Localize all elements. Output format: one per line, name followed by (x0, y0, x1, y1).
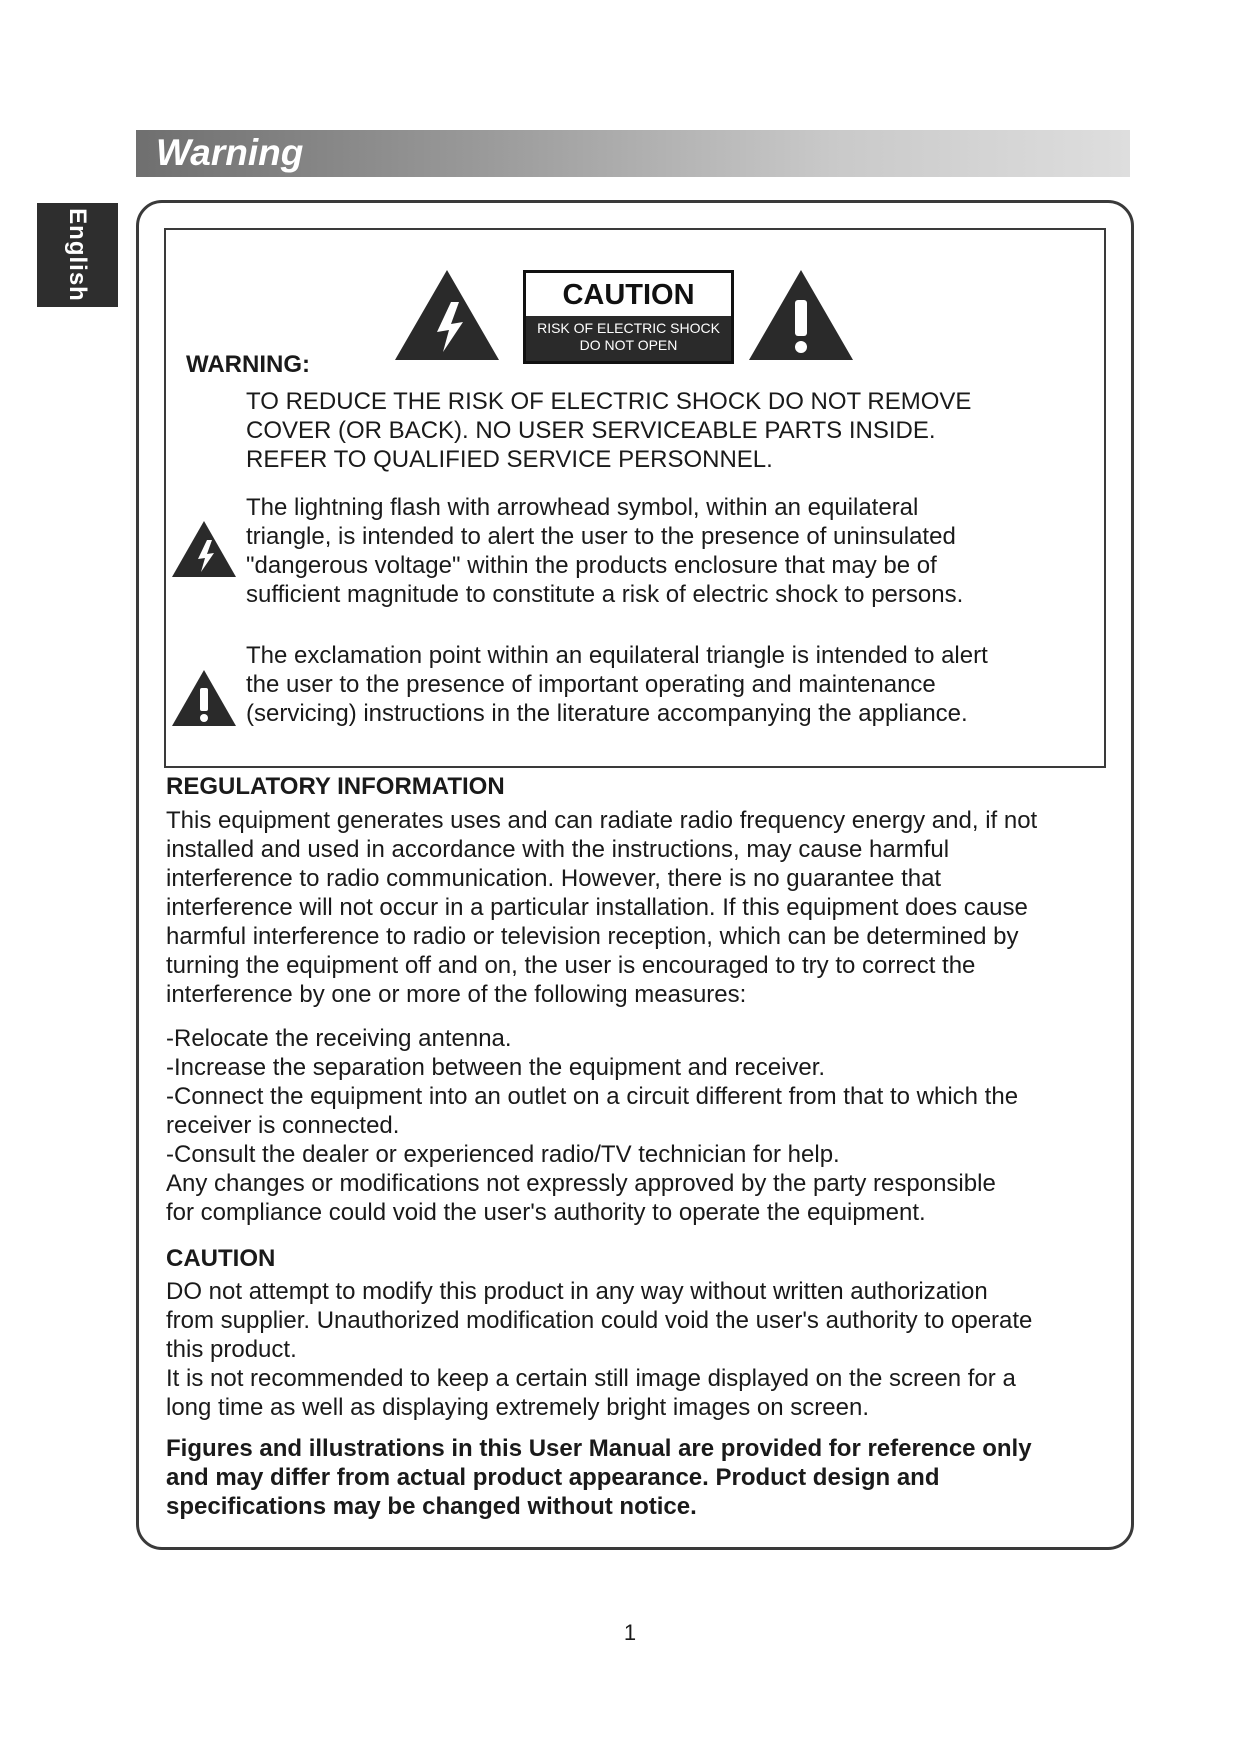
regulatory-line: harmful interference to radio or television reception, which can be determined by (166, 923, 1019, 950)
notice-line: and may differ from actual product appearance. Product design and (166, 1464, 940, 1491)
small-exclamation-icon (171, 669, 237, 727)
caution-sign-title: CAUTION (562, 279, 695, 311)
caution-sign (523, 270, 734, 364)
warning-text (246, 387, 971, 474)
regulatory-measures (166, 1024, 1018, 1227)
regulatory-line: This equipment generates uses and can radiate radio frequency energy and, if not (166, 807, 1038, 834)
regulatory-line: turning the equipment off and on, the user is encouraged to try to correct the (166, 952, 976, 979)
measure-line: receiver is connected. (166, 1112, 400, 1139)
exclamation-warning-icon (747, 268, 855, 362)
lightning-explanation (246, 493, 963, 609)
regulatory-line: interference to radio communication. However, there is no guarantee that (166, 865, 942, 892)
regulatory-line: interference by one or more of the following measures: (166, 981, 747, 1008)
regulatory-heading: REGULATORY INFORMATION (166, 773, 505, 800)
warning-label: WARNING: (186, 351, 310, 378)
measure-line: -Consult the dealer or experienced radio/TV technician for help. (166, 1141, 840, 1168)
exclamation-explanation (246, 641, 988, 728)
lightning-warning-icon (393, 268, 501, 362)
small-lightning-icon (171, 520, 237, 578)
exclamation-line: The exclamation point within an equilateral triangle is intended to alert (246, 642, 988, 669)
caution-line: from supplier. Unauthorized modification could void the user's authority to operate (166, 1307, 1033, 1334)
caution-sign-subtitle (526, 316, 731, 361)
caution-line: DO not attempt to modify this product in any way without written authorization (166, 1278, 988, 1305)
lightning-line: "dangerous voltage" within the products enclosure that may be of (246, 552, 937, 579)
caution-sign-line-1: RISK OF ELECTRIC SHOCK (537, 320, 720, 336)
caution-heading: CAUTION (166, 1245, 276, 1272)
caution-line: this product. (166, 1336, 297, 1363)
exclamation-line: the user to the presence of important operating and maintenance (246, 671, 936, 698)
caution-line: long time as well as displaying extremely bright images on screen. (166, 1394, 869, 1421)
measure-line: -Connect the equipment into an outlet on a circuit different from that to which the (166, 1083, 1019, 1110)
page-number: 1 (623, 1620, 637, 1645)
language-tab-label: English (64, 208, 91, 302)
lightning-line: sufficient magnitude to constitute a risk of electric shock to persons. (246, 581, 964, 608)
language-tab (37, 203, 118, 307)
reference-notice (166, 1434, 1032, 1521)
lightning-line: The lightning flash with arrowhead symbol, within an equilateral (246, 494, 919, 521)
notice-line: Figures and illustrations in this User Manual are provided for reference only (166, 1435, 1032, 1462)
measure-line: -Increase the separation between the equipment and receiver. (166, 1054, 826, 1081)
warning-line: TO REDUCE THE RISK OF ELECTRIC SHOCK DO NOT REMOVE (246, 388, 972, 415)
measure-line: Any changes or modifications not expressly approved by the party responsible (166, 1170, 996, 1197)
exclamation-line: (servicing) instructions in the literature accompanying the appliance. (246, 700, 968, 727)
caution-text (166, 1277, 1032, 1422)
lightning-line: triangle, is intended to alert the user to the presence of uninsulated (246, 523, 956, 550)
warning-line: REFER TO QUALIFIED SERVICE PERSONNEL. (246, 446, 773, 473)
section-header-bar (136, 130, 1130, 177)
caution-sign-line-2: DO NOT OPEN (579, 337, 678, 353)
measure-line: -Relocate the receiving antenna. (166, 1025, 512, 1052)
warning-line: COVER (OR BACK). NO USER SERVICEABLE PARTS INSIDE. (246, 417, 936, 444)
notice-line: specifications may be changed without notice. (166, 1493, 697, 1520)
measure-line: for compliance could void the user's authority to operate the equipment. (166, 1199, 926, 1226)
regulatory-line: interference will not occur in a particular installation. If this equipment does cause (166, 894, 1028, 921)
caution-line: It is not recommended to keep a certain still image displayed on the screen for a (166, 1365, 1016, 1392)
page-title: Warning (156, 132, 304, 173)
regulatory-line: installed and used in accordance with the instructions, may cause harmful (166, 836, 950, 863)
regulatory-intro (166, 806, 1037, 1009)
